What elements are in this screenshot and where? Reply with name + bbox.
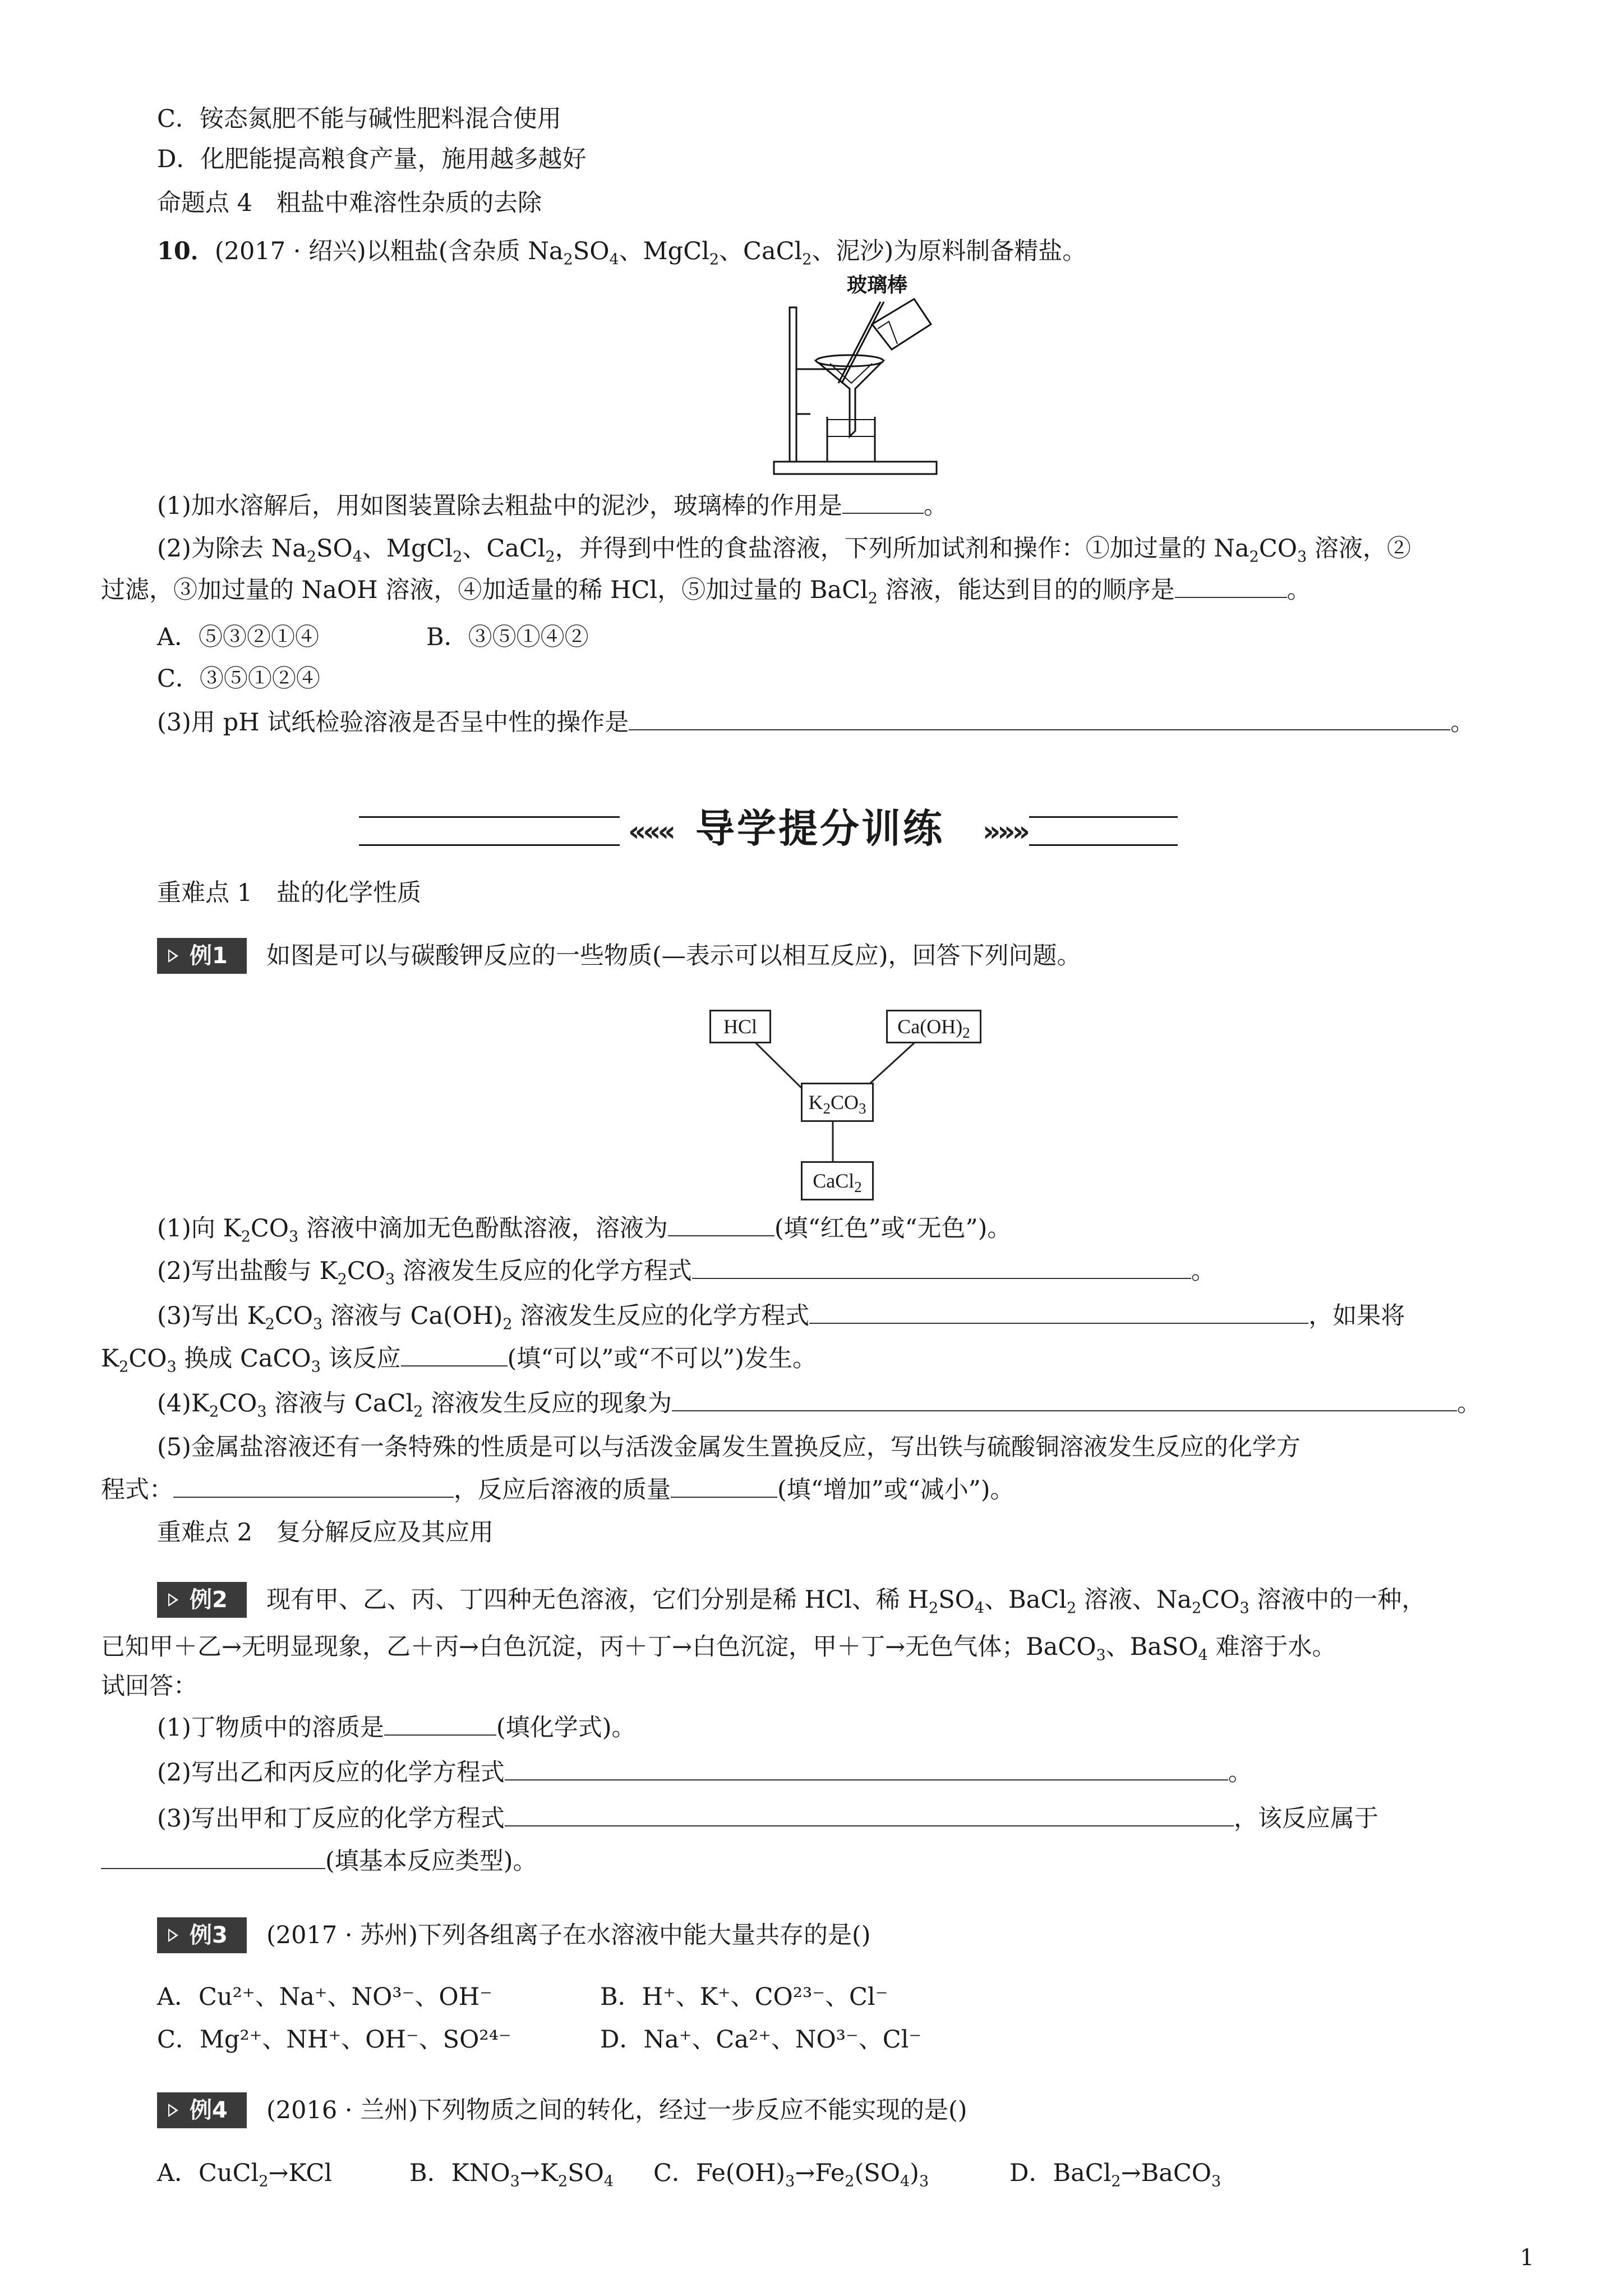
play-icon (168, 1929, 178, 1942)
example-4-option-b: B．$KNO_3\to K_2SO_4$ (409, 2159, 614, 2191)
q10-part-2-line1: (2)为除去 $Na_2SO_4$、MgCl$_2$、CaCl$_2$，并得到中性的食盐溶液，下列所加试剂和操作：①加过量的 $Na_2CO_3$ 溶液，② (157, 535, 1411, 566)
example-2-part-2: (2)写出乙和丙反应的化学方程式 。 (157, 1756, 1252, 1789)
answer-blank[interactable] (173, 1474, 454, 1498)
banner-left-chevrons-icon: ««« (628, 815, 672, 848)
example-3-stem: (2017 · 苏州)下列各组离子在水溶液中能大量共存的是() (266, 1921, 871, 1949)
answer-blank[interactable] (668, 1213, 774, 1236)
example-1-part-4: $(4)K_2CO_3$ 溶液与 CaCl$_2$ 溶液发生反应的现象为 。 (157, 1387, 1481, 1420)
example-2-line2: 已知甲＋乙→无明显现象，乙＋丙→白色沉淀，丙＋丁→白色沉淀，甲＋丁→无色气体；BaCO$_3$、BaSO$_4$ 难溶于水。 (101, 1633, 1336, 1664)
q9-option-d: D．化肥能提高粮食产量，施用越多越好 (157, 145, 587, 173)
q10-stem: 10．(2017 · 绍兴)以粗盐(含杂质 $Na_2SO_4$、MgCl$_2$、CaCl$_2$、泥沙)为原料制备精盐。 (157, 237, 1087, 269)
q10-number: 10． (157, 237, 215, 265)
example-1-part-3-line2: $K_2CO_3$ 换成 CaCO$_3$ 该反应 (填“可以”或“不可以”)发生。 (101, 1342, 817, 1375)
node-k2co3: $K_2CO_3$ (801, 1083, 874, 1122)
example-1-part-5-line2: 程式： ，反应后溶液的质量 (填“增加”或“减小”)。 (101, 1473, 1014, 1507)
answer-blank[interactable] (401, 1343, 508, 1366)
answer-blank[interactable] (672, 1388, 1457, 1411)
key-point-1: 重难点 1 盐的化学性质 (157, 879, 422, 907)
answer-blank[interactable] (692, 1255, 1191, 1279)
example-3-option-d: D．Na⁺、Ca²⁺、NO³⁻、Cl⁻ (600, 2026, 922, 2054)
banner-right-chevrons-icon: »»» (983, 815, 1027, 848)
filtration-apparatus-figure (763, 268, 965, 481)
q10-part-2-line2: 过滤，③加过量的 NaOH 溶液，④加适量的稀 HCl，⑤加过量的 BaCl$_2$ 溶液，能达到目的的顺序是 。 (101, 573, 1311, 607)
q10-option-c: C．③⑤①②④ (157, 665, 320, 693)
q10-option-a: A．⑤③②①④ (157, 623, 320, 651)
example-1-intro: 如图是可以与碳酸钾反应的一些物质(—表示可以相互反应)，回答下列问题。 (266, 942, 1081, 970)
example-1-part-1: (1)向 $K_2CO_3$ 溶液中滴加无色酚酞溶液，溶液为 (填“红色”或“无色”)。 (157, 1212, 1011, 1245)
example-4-option-c: C．$Fe(OH)_3\to Fe_2(SO_4)_3$ (653, 2159, 929, 2191)
q10-part-1: (1)加水溶解后，用如图装置除去粗盐中的泥沙，玻璃棒的作用是 。 (157, 489, 948, 523)
example-1-part-2: (2)写出盐酸与 $K_2CO_3$ 溶液发生反应的化学方程式 。 (157, 1254, 1215, 1288)
answer-blank[interactable] (384, 1712, 496, 1736)
glass-rod-label: 玻璃棒 (847, 273, 908, 297)
example-1-tag: 例1 (157, 938, 247, 974)
example-2-tag: 例2 (157, 1582, 247, 1618)
play-icon (168, 2104, 178, 2117)
q10-part-3: (3)用 pH 试纸检验溶液是否呈中性的操作是 。 (157, 706, 1474, 739)
q10-option-b: B．③⑤①④② (426, 623, 589, 651)
example-4-option-d: D．BaCl$_2$→BaCO$_3$ (1009, 2159, 1221, 2191)
answer-blank[interactable] (629, 707, 1450, 730)
answer-blank[interactable] (809, 1300, 1308, 1324)
play-icon (168, 1593, 178, 1607)
example-3-option-c: C．Mg²⁺、NH⁺、OH⁻、SO²⁴⁻ (157, 2026, 511, 2054)
example-3-option-a: A．Cu²⁺、Na⁺、NO³⁻、OH⁻ (157, 1983, 492, 2011)
example-4-option-a: A．CuCl$_2$→KCl (157, 2159, 333, 2191)
key-point-2: 重难点 2 复分解反应及其应用 (157, 1519, 494, 1547)
page-number: 1 (1520, 2245, 1534, 2271)
example-2-part-1: (1)丁物质中的溶质是 (填化学式)。 (157, 1711, 635, 1745)
example-2-part-3-line2: (填基本反应类型)。 (101, 1844, 537, 1878)
example-2-part-3-line1: (3)写出甲和丁反应的化学方程式 ，该反应属于 (157, 1802, 1378, 1835)
answer-blank[interactable] (1175, 574, 1287, 598)
example-3-option-b: B．H⁺、K⁺、CO²³⁻、Cl⁻ (600, 1983, 888, 2011)
node-hcl: HCl (709, 1010, 771, 1043)
example-1-part-5-line1: (5)金属盐溶液还有一条特殊的性质是可以与活泼金属发生置换反应，写出铁与硫酸铜溶液发生反应的化学方 (157, 1433, 1301, 1461)
answer-blank[interactable] (505, 1757, 1228, 1780)
example-3-tag: 例3 (157, 1917, 247, 1953)
example-4-stem: (2016 · 兰州)下列物质之间的转化，经过一步反应不能实现的是() (266, 2096, 967, 2124)
q9-option-c: C．铵态氮肥不能与碱性肥料混合使用 (157, 105, 561, 133)
example-4-tag: 例4 (157, 2092, 247, 2128)
section-point-4: 命题点 4 粗盐中难溶性杂质的去除 (157, 189, 542, 217)
answer-blank[interactable] (505, 1803, 1234, 1826)
example-1-part-3-line1: (3)写出 $K_2CO_3$ 溶液与 $Ca(OH)_2$ 溶液发生反应的化学方程式 ，如果将 (157, 1299, 1405, 1333)
answer-blank[interactable] (842, 490, 924, 514)
example-2-line3: 试回答： (101, 1672, 197, 1700)
answer-blank[interactable] (671, 1474, 777, 1498)
banner-title: 导学提分训练 (695, 806, 944, 852)
answer-blank[interactable] (101, 1846, 325, 1869)
node-cacl2: CaCl$_2$ (801, 1161, 874, 1200)
play-icon (168, 949, 178, 963)
node-caoh2: $Ca(OH)_2$ (886, 1010, 981, 1043)
example-2-line1: 现有甲、乙、丙、丁四种无色溶液，它们分别是稀 HCl、稀 $H_2SO_4$、BaCl$_2$ 溶液、$Na_2CO_3$ 溶液中的一种， (266, 1586, 1426, 1617)
